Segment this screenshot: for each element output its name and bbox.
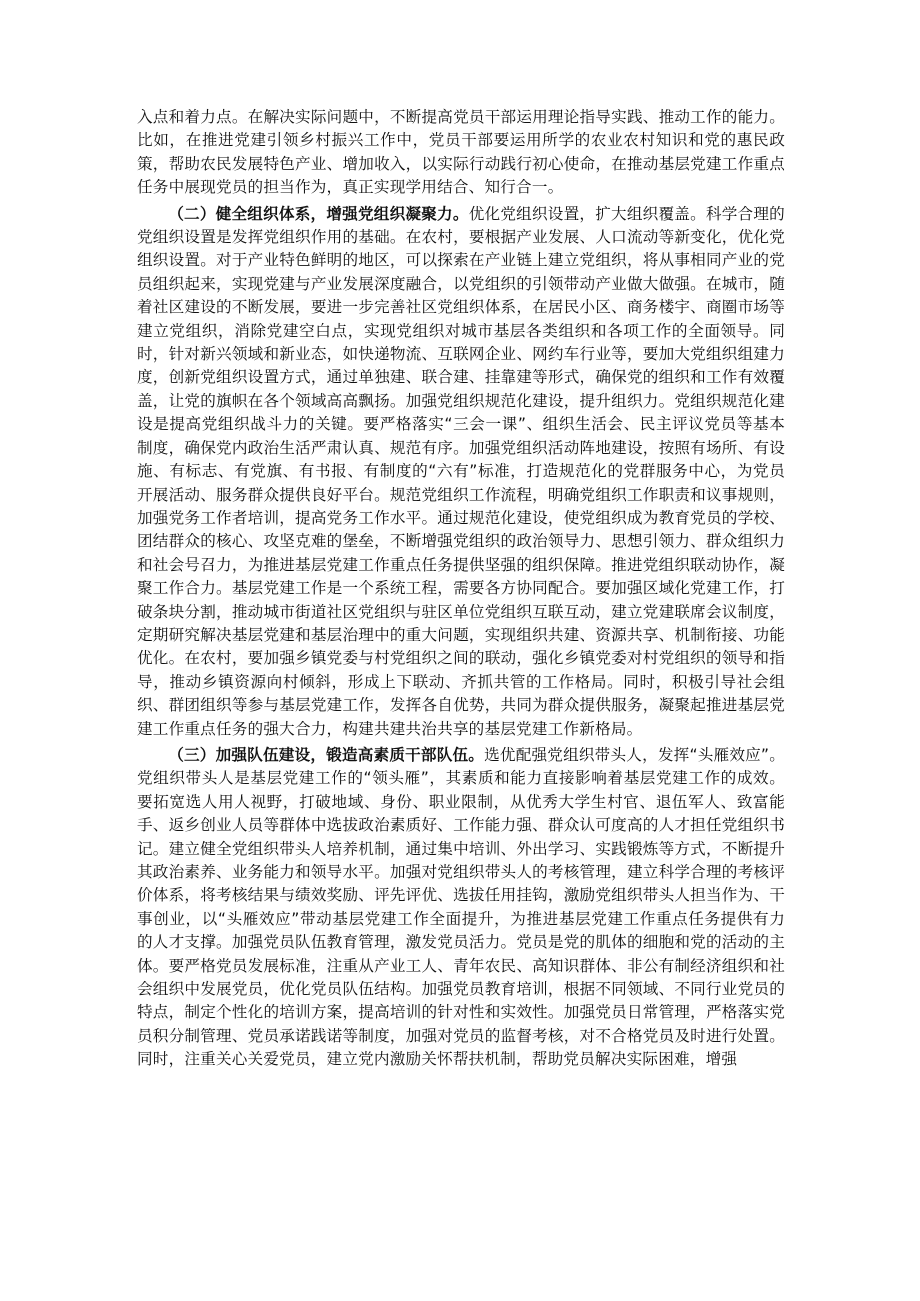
- paragraph-section-3: [137, 744, 785, 1072]
- paragraph-text: 入点和着力点。在解决实际问题中，不断提高党员干部运用理论指导实践、推动工作的能力。比如，在推进党建引领乡村振兴工作中，党员干部要运用所学的农业农村知识和党的惠民政策，帮助农民发展特色产业、增加收入，以实际行动践行初心使命，在推动基层党建工作重点任务中展现党员的担当作为，真正实现学用结合、知行合一。: [137, 108, 785, 197]
- paragraph-section-2: [137, 203, 785, 741]
- paragraph-text: 选优配强党组织带头人，发挥“头雁效应”。党组织带头人是基层党建工作的“领头雁”，其素质和能力直接影响着基层党建工作的成效。要拓宽选人用人视野，打破地域、身份、职业限制，从优秀大学生村官、退伍军人、致富能手、返乡创业人员等群体中选拔政治素质好、工作能力强、群众认可度高的人才担任党组织书记。建立健全党组织带头人培养机制，通过集中培训、外出学习、实践锻炼等方式，不断提升其政治素养、业务能力和领导水平。加强对党组织带头人的考核管理，建立科学合理的考核评价体系，将考核结果与绩效奖励、评先评优、选拔任用挂钩，激励党组织带头人担当作为、干事创业，以“头雁效应”带动基层党建工作全面提升，为推进基层党建工作重点任务提供有力的人才支撑。加强党员队伍教育管理，激发党员活力。党员是党的肌体的细胞和党的活动的主体。要严格党员发展标准，注重从产业工人、青年农民、高知识群体、非公有制经济组织和社会组织中发展党员，优化党员队伍结构。加强党员教育培训，根据不同领域、不同行业党员的特点，制定个性化的培训方案，提高培训的针对性和实效性。加强党员日常管理，严格落实党员积分制管理、党员承诺践诺等制度，加强对党员的监督考核，对不合格党员及时进行处置。同时，注重关心关爱党员，建立党内激励关怀帮扶机制，帮助党员解决实际困难，增强: [137, 745, 785, 1069]
- paragraph-text: 优化党组织设置，扩大组织覆盖。科学合理的党组织设置是发挥党组织作用的基础。在农村，要根据产业发展、人口流动等新变化，优化党组织设置。对于产业特色鲜明的地区，可以探索在产业链上建立党组织，将从事相同产业的党员组织起来，实现党建与产业发展深度融合，以党组织的引领带动产业做大做强。在城市，随着社区建设的不断发展，要进一步完善社区党组织体系，在居民小区、商务楼宇、商圈市场等建立党组织，消除党建空白点，实现党组织对城市基层各类组织和各项工作的全面领导。同时，针对新兴领域和新业态，如快递物流、互联网企业、网约车行业等，要加大党组织组建力度，创新党组织设置方式，通过单独建、联合建、挂靠建等形式，确保党的组织和工作有效覆盖，让党的旗帜在各个领域高高飘扬。加强党组织规范化建设，提升组织力。党组织规范化建设是提高党组织战斗力的关键。要严格落实“三会一课”、组织生活会、民主评议党员等基本制度，确保党内政治生活严肃认真、规范有序。加强党组织活动阵地建设，按照有场所、有设施、有标志、有党旗、有书报、有制度的“六有”标准，打造规范化的党群服务中心，为党员开展活动、服务群众提供良好平台。规范党组织工作流程，明确党组织工作职责和议事规则，加强党务工作者培训，提高党务工作水平。通过规范化建设，使党组织成为教育党员的学校、团结群众的核心、攻坚克难的堡垒，不断增强党组织的政治领导力、思想引领力、群众组织力和社会号召力，为推进基层党建工作重点任务提供坚强的组织保障。推进党组织联动协作，凝聚工作合力。基层党建工作是一个系统工程，需要各方协同配合。要加强区域化党建工作，打破条块分割，推动城市街道社区党组织与驻区单位党组织互联互动，建立党建联席会议制度，定期研究解决基层党建和基层治理中的重大问题，实现组织共建、资源共享、机制衔接、功能优化。在农村，要加强乡镇党委与村党组织之间的联动，强化乡镇党委对村党组织的领导和指导，推动乡镇资源向村倾斜，形成上下联动、齐抓共管的工作格局。同时，积极引导社会组织、群团组织等参与基层党建工作，发挥各自优势，共同为群众提供服务，凝聚起推进基层党建工作重点任务的强大合力，构建共建共治共享的基层党建工作新格局。: [137, 204, 785, 738]
- section-heading: （二）健全组织体系，增强党组织凝聚力。: [168, 204, 469, 223]
- section-heading: （三）加强队伍建设，锻造高素质干部队伍。: [168, 745, 485, 764]
- document-page: [137, 106, 785, 1072]
- paragraph-continuation: [137, 106, 785, 200]
